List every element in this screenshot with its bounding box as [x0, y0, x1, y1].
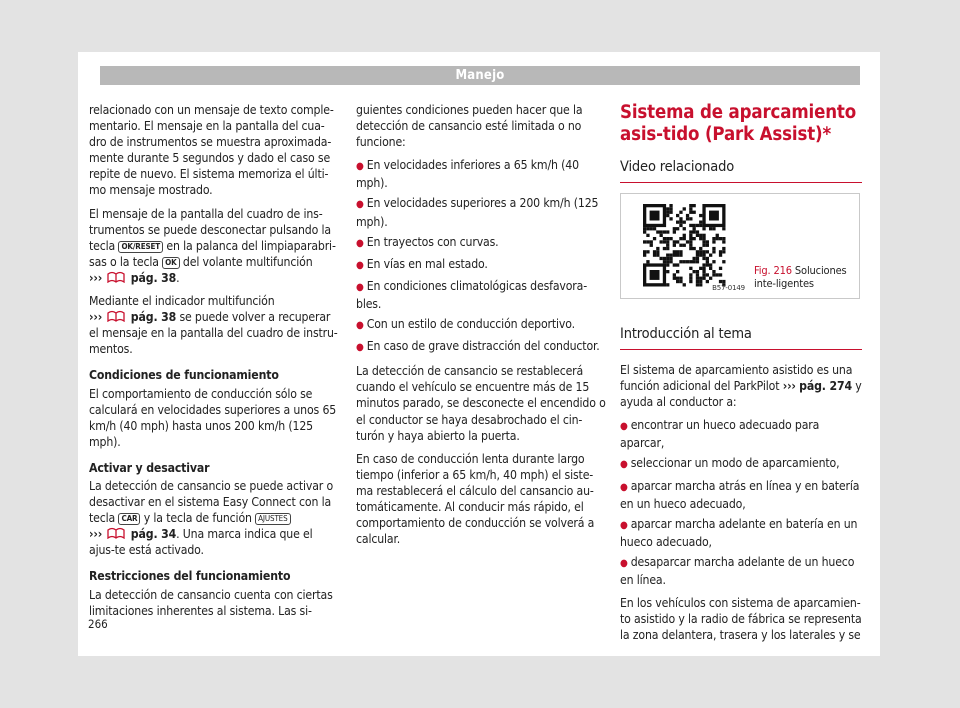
section-header: Manejo	[100, 66, 860, 85]
figure-216	[620, 193, 860, 299]
video-heading: Video relacionado	[620, 159, 735, 175]
ok-key: OK	[162, 257, 179, 269]
page-number: 266	[88, 617, 108, 631]
paragraph: En caso de conducción lenta durante largo tiempo (inferior a 65 km/h, 40 mph) el siste-ma restablecerá el cálculo del cansancio au-tomáticamente. Al conducir más rápido, el comportamiento de conducción se volverá a calcular.	[356, 451, 595, 547]
bullet-icon: ●	[620, 421, 628, 433]
okreset-key: OK/RESET	[118, 241, 163, 253]
ref-arrow: ›››	[89, 527, 103, 542]
bullet-icon: ●	[620, 557, 628, 569]
paragraph: En los vehículos con sistema de aparcamien-to asistido y la radio de fábrica se representa la zona delantera, trasera y los laterales y se	[620, 596, 862, 643]
bullet-icon: ●	[356, 237, 364, 249]
divider	[620, 349, 862, 350]
bullet-icon: ●	[356, 199, 364, 211]
bullet-icon: ●	[356, 281, 364, 293]
list-item: ● En condiciones climatológicas desfavora-bles.	[356, 278, 588, 311]
list-item: ● En vías en mal estado.	[356, 256, 488, 271]
paragraph: relacionado con un mensaje de texto comple-mentario. El mensaje en la pantalla del cua-dro de instrumentos se muestra aproximada-mente durante 5 segundos y dado el caso se repite de nuevo. El sistema memoriza el últi-mo mensaje mostrado.	[89, 103, 334, 198]
bullet-icon: ●	[356, 259, 364, 271]
subheading: Activar y desactivar	[89, 460, 210, 475]
column-3	[620, 102, 862, 650]
intro-heading: Introducción al tema	[620, 326, 752, 342]
list-item: ● En velocidades inferiores a 65 km/h (40 mph).	[356, 158, 579, 191]
bullet-icon: ●	[356, 161, 364, 173]
column-1	[89, 102, 341, 626]
subheading: Condiciones de funcionamiento	[89, 368, 279, 383]
qr-code-label: B57-0149	[712, 284, 745, 292]
subheading: Restricciones del funcionamiento	[89, 569, 291, 584]
page-link[interactable]: pág. 34	[130, 527, 177, 542]
bullet-icon: ●	[356, 342, 364, 354]
paragraph: guientes condiciones pueden hacer que la detección de cansancio esté limitada o no funcione:	[356, 103, 583, 150]
list-item: ● seleccionar un modo de aparcamiento,	[620, 456, 840, 471]
list-item: ● Con un estilo de conducción deportivo.	[356, 317, 575, 332]
bullet-icon: ●	[356, 320, 364, 332]
list-item: ● aparcar marcha adelante en batería en un hueco adecuado,	[620, 516, 858, 549]
ref-arrow: ›››	[89, 270, 103, 285]
book-icon	[107, 310, 125, 322]
list-item: ● aparcar marcha atrás en línea y en batería en un hueco adecuado,	[620, 478, 860, 511]
paragraph: Mediante el indicador multifunción ››› pág. 38 se puede volver a recuperar el mensaje en la pantalla del cuadro de instru-mentos.	[89, 294, 338, 357]
paragraph: El mensaje de la pantalla del cuadro de ins-trumentos se puede desconectar pulsando la tecla OK/RESET en la palanca del limpiaparabri-sas o la tecla OK del volante multifunción ››› pág. 38.	[89, 206, 336, 285]
list-item: ● En caso de grave distracción del conductor.	[356, 339, 600, 354]
ref-arrow: ›››	[782, 379, 796, 394]
page-link[interactable]: pág. 38	[130, 270, 177, 285]
list-item: ● desaparcar marcha adelante de un hueco en línea.	[620, 554, 855, 588]
figure-number: Fig. 216	[754, 264, 792, 277]
paragraph: La detección de cansancio se restablecerá cuando el vehículo se encuentre más de 15 minutos parado, se desconecte el encendido o el conductor se haya desabrochado el cin-turón y haya abierto la puerta.	[356, 364, 606, 443]
ajustes-key: AJUSTES	[255, 513, 290, 525]
figure-caption: Fig. 216 Soluciones inte-ligentes	[754, 264, 847, 290]
page-link[interactable]: pág. 274	[799, 379, 852, 394]
paragraph: El sistema de aparcamiento asistido es una función adicional del ParkPilot ››› pág. 274 y ayuda al conductor a:	[620, 363, 862, 410]
ref-arrow: ›››	[89, 310, 103, 325]
section-title: Sistema de aparcamiento asis-tido (Park Assist)*	[620, 102, 857, 145]
bullet-icon: ●	[620, 519, 628, 531]
bullet-icon: ●	[620, 459, 628, 471]
paragraph: La detección de cansancio se puede activar o desactivar en el sistema Easy Connect con la tecla CAR y la tecla de función AJUSTES ››› pág. 34. Una marca indica que el ajus-te está activado.	[89, 478, 334, 558]
divider	[620, 182, 862, 183]
bullet-icon: ●	[620, 481, 628, 493]
list-item: ● En trayectos con curvas.	[356, 234, 499, 249]
condition-list	[356, 157, 606, 356]
book-icon	[107, 271, 125, 283]
list-item: ● encontrar un hueco adecuado para aparcar,	[620, 418, 820, 451]
car-key: CAR	[118, 513, 140, 525]
list-item: ● En velocidades superiores a 200 km/h (125 mph).	[356, 196, 599, 229]
column-2	[356, 102, 606, 554]
paragraph: El comportamiento de conducción sólo se calculará en velocidades superiores a unos 65 km/h (40 mph) hasta unos 200 km/h (125 mph).	[89, 386, 337, 449]
page-link[interactable]: pág. 38	[130, 310, 177, 325]
book-icon	[107, 527, 125, 539]
paragraph: La detección de cansancio cuenta con ciertas limitaciones inherentes al sistema. Las si-	[89, 587, 333, 618]
qr-code[interactable]	[629, 202, 747, 292]
feature-list	[620, 417, 862, 588]
